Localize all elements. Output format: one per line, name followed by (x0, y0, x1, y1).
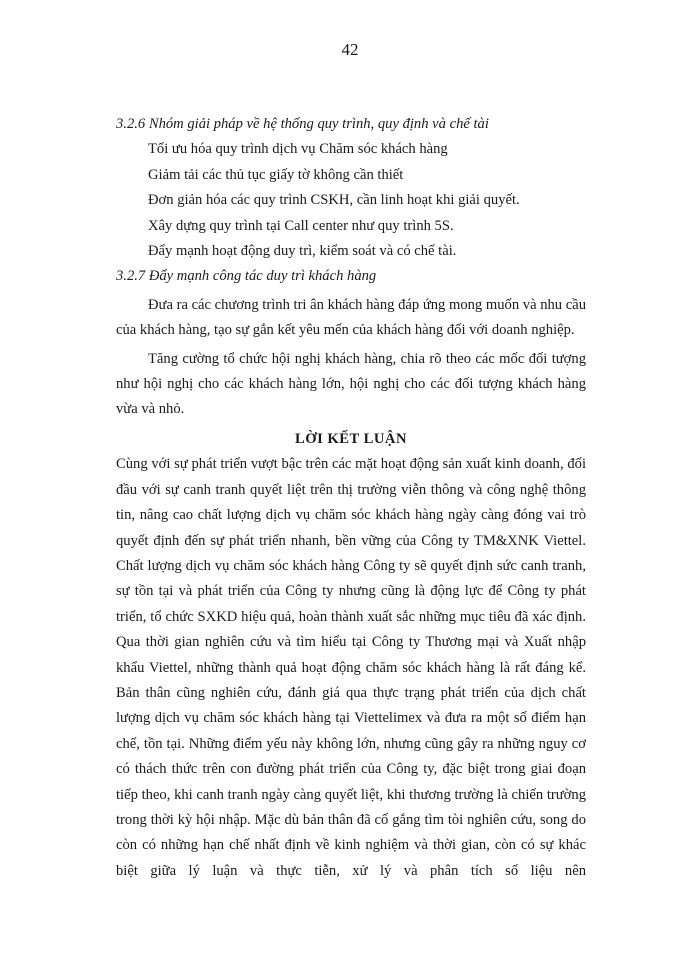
list-item: Đẩy mạnh hoạt động duy trì, kiểm soát và có chế tài. (148, 243, 457, 260)
list-item: Tối ưu hóa quy trình dịch vụ Chăm sóc khách hàng (148, 141, 448, 158)
list-item: Đơn giản hóa các quy trình CSKH, cần linh hoạt khi giải quyết. (148, 192, 520, 209)
section-3-2-6-title: 3.2.6 Nhóm giải pháp về hệ thống quy trình, quy định và chế tài (116, 116, 489, 132)
paragraph: Đưa ra các chương trình tri ân khách hàng đáp ứng mong muốn và nhu cầu của khách hàng, tạo sự gắn kết yêu mến của khách hàng đối với doanh nghiệp. (116, 296, 586, 339)
conclusion-paragraph: Cùng với sự phát triển vượt bậc trên các mặt hoạt động sản xuất kinh doanh, đối đầu với sự canh tranh quyết liệt trên thị trường viễn thông và công nghệ thông tin, nâng cao chất lượng dịch vụ chăm sóc khách hàng ngày càng đóng vai trò quyết định đến sự phát triển nhanh, bền vững của Công ty TM&XNK Viettel. Chất lượng dịch vụ chăm sóc khách hàng Công ty sẽ quyết định sức canh tranh, sự tồn tại và phát triển của Công ty nhưng cũng là động lực để Công ty phát triển, tổ chức SXKD hiệu quả, hoàn thành xuất sắc những mục tiêu đã xác định. Qua thời gian nghiên cứu và tìm hiểu tại Công ty Thương mại và Xuất nhập khẩu Viettel, những thành quả hoạt động chăm sóc khách hàng là rất đáng kể. Bản thân cũng nghiên cứu, đánh giá qua thực trạng phát triển của dịch chất lượng dịch vụ chăm sóc khách hàng tại Viettelimex và đưa ra một số điểm hạn chế, tồn tại. Những điểm yếu này không lớn, nhưng cũng gây ra những nguy cơ có thách thức trên con đường phát triển của Công ty, đặc biệt trong giai đoạn tiếp theo, khi canh tranh ngày càng quyết liệt, khi thương trường là chiến trường trong thời kỳ hội nhập. Mặc dù bản thân đã cố gắng tìm tòi nghiên cứu, song do còn có những hạn chế nhất định về kinh nghiệm và thời gian, còn có sự khác biệt giữa lý luận và thực tiễn, xử lý và phân tích số liệu nên (116, 456, 586, 879)
conclusion-heading: LỜI KẾT LUẬN (295, 430, 407, 447)
list-item: Xây dựng quy trình tại Call center như quy trình 5S. (148, 217, 454, 234)
section-3-2-7-title: 3.2.7 Đẩy mạnh công tác duy trì khách hàng (116, 268, 377, 285)
document-body (116, 112, 586, 884)
list-item: Giảm tải các thủ tục giấy tờ không cần thiết (148, 166, 404, 183)
paragraph: Tăng cường tổ chức hội nghị khách hàng, chia rõ theo các mốc đối tượng như hội nghị cho các khách hàng lớn, hội nghị cho các đối tượng khách hàng vừa và nhỏ. (116, 350, 586, 418)
page-number: 42 (341, 40, 359, 59)
